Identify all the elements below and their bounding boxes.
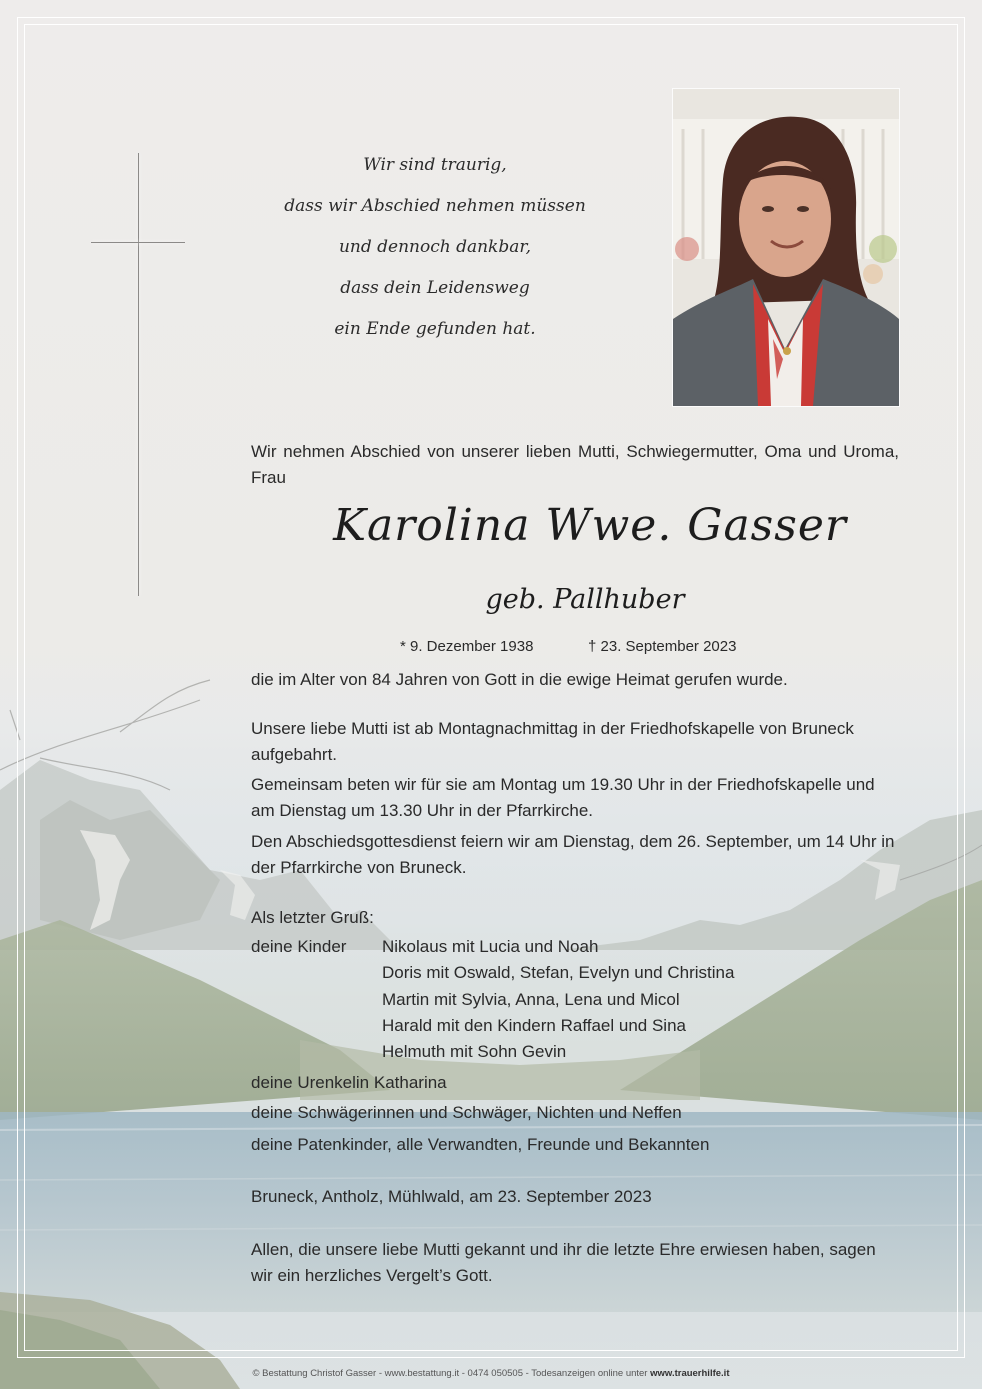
birth-date: * 9. Dezember 1938 xyxy=(400,638,534,655)
poem-line: ein Ende gefunden hat. xyxy=(334,319,536,339)
intro-text: Wir nehmen Abschied von unserer lieben Mutti, Schwiegermutter, Oma und Uroma, Frau xyxy=(251,442,899,487)
list-item: Doris mit Oswald, Stefan, Evelyn und Christina xyxy=(382,963,735,983)
maiden-name: geb. Pallhuber xyxy=(485,584,685,615)
deceased-name: Karolina Wwe. Gasser xyxy=(333,500,847,551)
poem-line: dass wir Abschied nehmen müssen xyxy=(284,196,586,216)
poem xyxy=(270,145,600,350)
footer-link[interactable]: www.trauerhilfe.it xyxy=(650,1368,730,1379)
in-laws-line: deine Schwägerinnen und Schwäger, Nichten und Neffen xyxy=(251,1103,682,1122)
list-item: Martin mit Sylvia, Anna, Lena und Micol xyxy=(382,989,680,1009)
death-date: † 23. September 2023 xyxy=(588,638,737,655)
list-item: Nikolaus mit Lucia und Noah xyxy=(382,937,599,956)
paragraph-viewing: Unsere liebe Mutti ist ab Montagnachmittag in der Friedhofskapelle von Bruneck aufgebahrt. xyxy=(251,719,854,764)
poem-line: und dennoch dankbar, xyxy=(338,237,532,257)
poem-line: dass dein Leidensweg xyxy=(340,278,530,298)
children-label: deine Kinder xyxy=(251,937,347,956)
age-line: die im Alter von 84 Jahren von Gott in die ewige Heimat gerufen wurde. xyxy=(251,670,788,689)
greeting-label: Als letzter Gruß: xyxy=(251,908,374,927)
portrait-image xyxy=(673,89,899,406)
list-item: Helmuth mit Sohn Gevin xyxy=(382,1042,567,1062)
footer xyxy=(0,1368,982,1379)
place-date: Bruneck, Antholz, Mühlwald, am 23. September 2023 xyxy=(251,1187,652,1206)
paragraph-prayer: Gemeinsam beten wir für sie am Montag um 19.30 Uhr in der Friedhofskapelle und am Dienstag um 13.30 Uhr in der Pfarrkirche. xyxy=(251,775,875,820)
great-grandchild-line: deine Urenkelin Katharina xyxy=(251,1073,447,1092)
thanks-text: Allen, die unsere liebe Mutti gekannt und ihr die letzte Ehre erwiesen haben, sagen wir ein herzliches Vergelt’s Gott. xyxy=(251,1240,876,1285)
footer-text: © Bestattung Christof Gasser - www.bestattung.it - 0474 050505 - Todesanzeigen online unter xyxy=(252,1368,651,1379)
list-item: Harald mit den Kindern Raffael und Sina xyxy=(382,1015,686,1035)
cross-icon xyxy=(138,153,139,596)
cross-bar xyxy=(91,242,185,243)
others-line: deine Patenkinder, alle Verwandten, Freunde und Bekannten xyxy=(251,1135,710,1154)
children-list xyxy=(382,934,734,1065)
paragraph-service: Den Abschiedsgottesdienst feiern wir am Dienstag, dem 26. September, um 14 Uhr in der Pfarrkirche von Bruneck. xyxy=(251,832,895,877)
poem-line: Wir sind traurig, xyxy=(363,155,507,175)
portrait-photo xyxy=(672,88,900,407)
